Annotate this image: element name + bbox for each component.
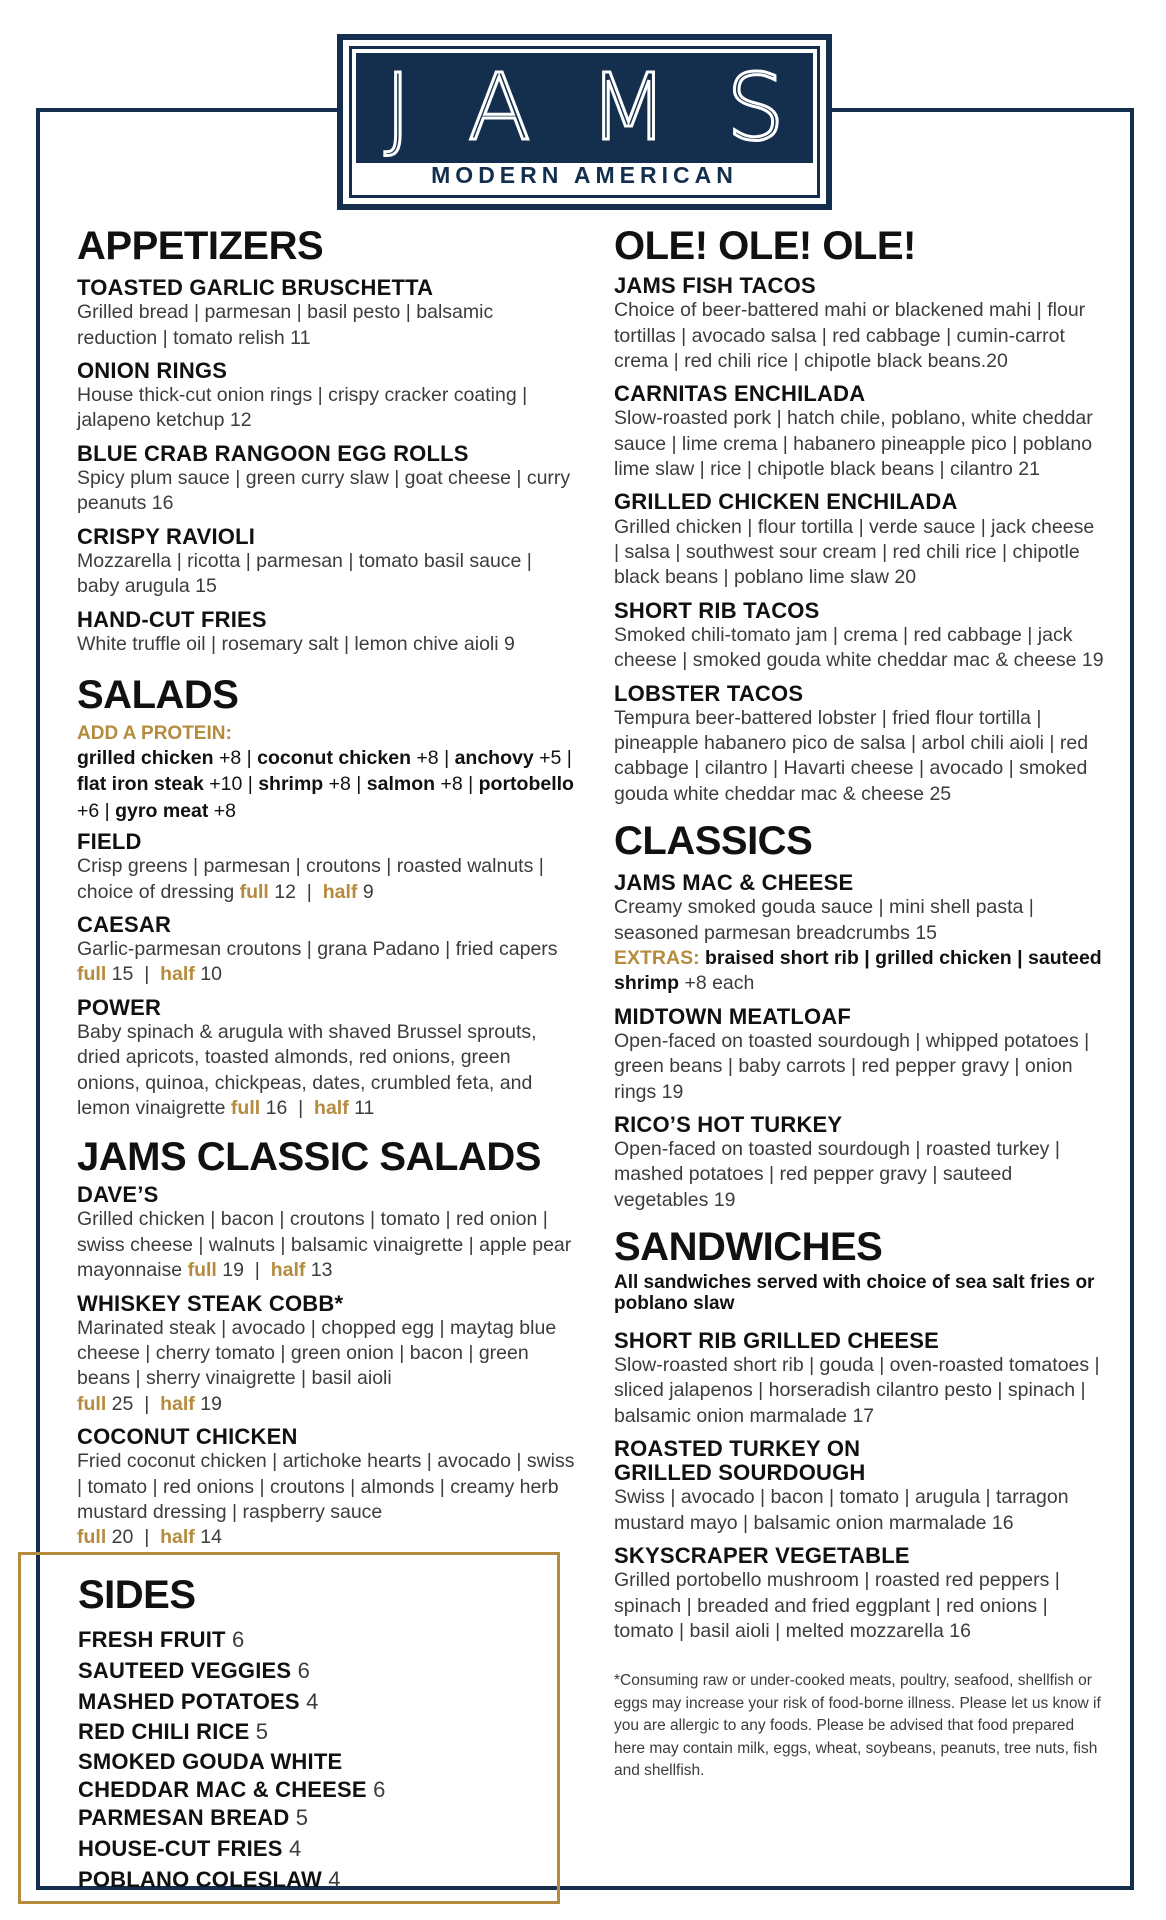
item-name: LOBSTER TACOS — [614, 680, 804, 706]
item-name: ROASTED TURKEY ON GRILLED SOURDOUGH — [614, 1436, 866, 1486]
side-name: PARMESAN BREAD — [78, 1805, 290, 1831]
item-desc-text: Marinated steak | avocado | chopped egg | maytag blue cheese | cherry tomato | green onion | bacon | green beans | sherry vinaigrette | basil aioli — [77, 1316, 557, 1390]
side-item — [78, 1717, 547, 1748]
side-price: 5 — [295, 1805, 309, 1831]
menu-item — [77, 442, 577, 517]
left-column — [77, 226, 577, 1559]
classics-heading: CLASSICS — [614, 819, 813, 864]
half-label: half — [270, 1259, 306, 1282]
half-price: 13 — [310, 1259, 333, 1282]
full-label: full — [77, 1526, 107, 1549]
half-price: 14 — [200, 1526, 222, 1549]
item-desc: Grilled bread | parmesan | basil pesto | balsamic reduction | tomato relish 11 — [77, 301, 494, 349]
menu-item — [614, 1544, 1104, 1644]
side-item — [78, 1834, 547, 1865]
item-name: TOASTED GARLIC BRUSCHETTA — [77, 275, 434, 300]
side-name: POBLANO COLESLAW — [78, 1866, 322, 1892]
right-column — [614, 226, 1104, 1783]
add-protein-label: ADD A PROTEIN: — [77, 723, 232, 745]
full-price: 25 — [111, 1392, 134, 1415]
extras-price: +8 each — [684, 972, 755, 995]
menu-item — [614, 871, 1104, 997]
full-label: full — [77, 963, 107, 986]
menu-item — [77, 525, 577, 600]
item-desc: Creamy smoked gouda sauce | mini shell pasta | seasoned parmesan breadcrumbs 15 — [614, 896, 1034, 944]
side-price: 4 — [306, 1688, 319, 1714]
item-name: ONION RINGS — [77, 357, 228, 383]
full-label: full — [77, 1392, 107, 1415]
half-price: 9 — [362, 880, 374, 903]
half-price: 10 — [200, 963, 222, 986]
full-label: full — [187, 1259, 217, 1282]
half-label: half — [322, 880, 358, 903]
side-item — [78, 1687, 547, 1718]
menu-item — [77, 1183, 577, 1283]
side-price: 5 — [255, 1719, 269, 1745]
menu-item — [614, 599, 1104, 674]
item-name: WHISKEY STEAK COBB* — [77, 1290, 344, 1316]
item-name: MIDTOWN MEATLOAF — [614, 1003, 852, 1029]
item-desc: Tempura beer-battered lobster | fried flour tortilla | pineapple habanero pico de salsa | arbol chili aioli | red cabbage | cilantro | Havarti cheese | avocado | smoked gouda white cheddar mac & cheese 25 — [614, 706, 1089, 805]
item-desc: Open-faced on toasted sourdough | whipped potatoes | green beans | baby carrots | red pepper gravy | onion rings 19 — [614, 1029, 1090, 1103]
logo-word: JAMS — [384, 54, 843, 161]
full-price: 16 — [265, 1096, 288, 1119]
jams-logo — [337, 34, 843, 210]
menu-item — [77, 608, 577, 658]
protein-name: salmon — [366, 773, 436, 796]
item-name: GRILLED CHICKEN ENCHILADA — [614, 489, 958, 515]
sandwiches-note: All sandwiches served with choice of sea salt fries or poblano slaw — [614, 1272, 1095, 1314]
item-desc: Open-faced on toasted sourdough | roasted turkey | mashed potatoes | red pepper gravy | sauteed vegetables 19 — [614, 1138, 1060, 1211]
half-label: half — [160, 1392, 195, 1415]
half-label: half — [160, 1526, 195, 1549]
menu-item — [614, 382, 1104, 482]
protein-price: +8 — [218, 747, 242, 770]
item-desc-text: Baby spinach & arugula with shaved Brussel sprouts, dried apricots, toasted almonds, red onions, green onions, quinoa, chickpeas, dates, crumbled feta, and lemon vinaigrette — [77, 1020, 537, 1119]
item-desc: Baby spinach & arugula with shaved Brussel sprouts, dried apricots, toasted almonds, red onions, green onions, quinoa, chickpeas, dates, crumbled feta, and lemon vinaigrette full 16 | half 11 — [77, 1020, 537, 1119]
allergy-disclaimer: *Consuming raw or under-cooked meats, poultry, seafood, shellfish or eggs may increase your risk of food-borne illness. Please let us know if you are allergic to any foods. Please be advised that food prepared here may contain milk, eggs, wheat, soybeans, peanuts, tree nuts, fish and shellfish. — [614, 1672, 1101, 1780]
half-price: 11 — [354, 1096, 375, 1119]
item-desc-text: Garlic-parmesan croutons | grana Padano | fried capers — [77, 938, 558, 961]
protein-list: grilled chicken +8 | coconut chicken +8 | anchovy +5 | flat iron steak +10 | shrimp +8 | salmon +8 | portobello +6 | gyro meat +8 — [77, 747, 574, 822]
extras-label: EXTRAS: — [614, 946, 700, 969]
protein-name: grilled chicken — [77, 747, 214, 770]
side-name: RED CHILI RICE — [78, 1719, 250, 1745]
item-desc: Marinated steak | avocado | chopped egg | maytag blue cheese | cherry tomato | green onion | bacon | green beans | sherry vinaigrette | basil aioli full 25 | half 19 — [77, 1316, 557, 1415]
item-desc: Garlic-parmesan croutons | grana Padano | fried capers full 15 | half 10 — [77, 938, 558, 986]
menu-item — [614, 1113, 1104, 1213]
sandwiches-heading: SANDWICHES — [614, 1225, 883, 1270]
item-name: BLUE CRAB RANGOON EGG ROLLS — [77, 440, 469, 466]
side-item — [78, 1748, 408, 1803]
sandwiches-section — [614, 1227, 1104, 1644]
protein-name: shrimp — [258, 773, 324, 796]
side-item — [78, 1803, 547, 1834]
menu-item — [614, 1329, 1104, 1429]
half-label: half — [314, 1096, 349, 1119]
protein-price: +8 — [440, 773, 463, 796]
protein-name: anchovy — [454, 747, 534, 770]
sides-box — [18, 1552, 560, 1904]
item-desc: House thick-cut onion rings | crispy cracker coating | jalapeno ketchup 12 — [77, 384, 528, 432]
item-desc: Slow-roasted short rib | gouda | oven-roasted tomatoes | sliced jalapenos | horseradish cilantro pesto | spinach | balsamic onion marmalade 17 — [614, 1354, 1100, 1427]
side-price: 6 — [373, 1776, 386, 1802]
item-desc: Choice of beer-battered mahi or blackened mahi | flour tortillas | avocado salsa | red cabbage | cumin-carrot crema | red chili rice | chipotle black beans.20 — [614, 299, 1086, 372]
menu-item — [614, 1437, 1104, 1536]
item-name: CAESAR — [77, 911, 172, 937]
side-item — [78, 1865, 547, 1896]
item-name: FIELD — [77, 828, 142, 854]
item-name: DAVE’S — [77, 1182, 159, 1208]
protein-name: gyro meat — [115, 799, 209, 822]
salads-section — [77, 675, 577, 1121]
logo-subtitle: MODERN AMERICAN — [431, 162, 738, 188]
item-desc: Smoked chili-tomato jam | crema | red cabbage | jack cheese | smoked gouda white cheddar mac & cheese 19 — [614, 623, 1104, 672]
ole-section — [614, 226, 1104, 807]
menu-item — [77, 913, 577, 988]
item-name: POWER — [77, 994, 162, 1020]
item-name: RICO’S HOT TURKEY — [614, 1111, 843, 1137]
protein-price: +5 — [539, 747, 562, 770]
full-price: 15 — [111, 963, 134, 986]
half-label: half — [160, 963, 195, 986]
protein-name: flat iron steak — [77, 773, 204, 796]
item-name: JAMS FISH TACOS — [614, 273, 816, 298]
menu-item — [77, 276, 577, 351]
side-name: HOUSE-CUT FRIES — [78, 1835, 283, 1861]
item-desc: Slow-roasted pork | hatch chile, poblano, white cheddar sauce | lime crema | habanero pineapple pico | poblano lime slaw | rice | chipotle black beans | cilantro 21 — [614, 407, 1093, 481]
item-name: SHORT RIB GRILLED CHEESE — [614, 1327, 940, 1353]
item-name: HAND-CUT FRIES — [77, 606, 267, 632]
item-desc: Grilled chicken | flour tortilla | verde sauce | jack cheese | salsa | southwest sour cream | red chili rice | chipotle black beans | poblano lime slaw 20 — [614, 515, 1095, 589]
ole-heading: OLE! OLE! OLE! — [614, 224, 916, 268]
item-name: CRISPY RAVIOLI — [77, 523, 256, 549]
logo-inner-border — [349, 46, 843, 198]
menu-item — [77, 830, 577, 905]
item-desc: White truffle oil | rosemary salt | lemon chive aioli 9 — [77, 632, 515, 655]
classic-salads-section — [77, 1137, 577, 1550]
item-desc-text: Crisp greens | parmesan | croutons | roasted walnuts | choice of dressing — [77, 855, 544, 903]
appetizers-heading: APPETIZERS — [77, 224, 324, 268]
protein-price: +10 — [209, 773, 243, 796]
sides-heading: SIDES — [78, 1573, 196, 1617]
side-price: 4 — [289, 1835, 302, 1861]
mac-extras — [614, 946, 1104, 997]
menu-item — [77, 1425, 577, 1551]
full-price: 19 — [222, 1259, 244, 1282]
menu-item — [77, 996, 577, 1122]
item-name: CARNITAS ENCHILADA — [614, 381, 866, 407]
side-price: 6 — [297, 1657, 311, 1683]
item-desc-text: Grilled chicken | bacon | croutons | tomato | red onion | swiss cheese | walnuts | balsamic vinaigrette | apple pear mayonnaise — [77, 1208, 572, 1282]
side-price: 4 — [328, 1866, 341, 1892]
item-desc: Grilled chicken | bacon | croutons | tomato | red onion | swiss cheese | walnuts | balsamic vinaigrette | apple pear mayonnaise full 19 | half 13 — [77, 1208, 572, 1282]
item-desc-text: Fried coconut chicken | artichoke hearts | avocado | swiss | tomato | red onions | croutons | almonds | creamy herb mustard dressing | raspberry sauce — [77, 1450, 575, 1523]
full-label: full — [230, 1096, 261, 1119]
protein-price: +8 — [416, 747, 439, 770]
protein-price: +8 — [213, 799, 236, 822]
side-name: SAUTEED VEGGIES — [78, 1657, 292, 1683]
full-price: 20 — [111, 1526, 134, 1549]
half-price: 19 — [200, 1392, 222, 1415]
menu-item — [77, 359, 577, 434]
protein-price: +6 — [77, 799, 100, 822]
side-name: SMOKED GOUDA WHITE CHEDDAR MAC & CHEESE — [78, 1749, 367, 1802]
sides-list — [78, 1625, 547, 1896]
protein-name: portobello — [478, 773, 574, 796]
item-name: SHORT RIB TACOS — [614, 597, 820, 623]
menu-item — [614, 1005, 1104, 1105]
item-desc: Grilled portobello mushroom | roasted red peppers | spinach | breaded and fried eggplant | red onions | tomato | basil aioli | melted mozzarella 16 — [614, 1569, 1060, 1643]
logo-band — [356, 53, 843, 163]
item-desc: Crisp greens | parmesan | croutons | roasted walnuts | choice of dressing full 12 | half 9 — [77, 855, 544, 903]
side-price: 6 — [231, 1627, 245, 1652]
item-name: COCONUT CHICKEN — [77, 1424, 298, 1450]
item-name: JAMS MAC & CHEESE — [614, 870, 854, 896]
item-desc: Swiss | avocado | bacon | tomato | arugula | tarragon mustard mayo | balsamic onion marmalade 16 — [614, 1486, 1069, 1534]
side-name: FRESH FRUIT — [78, 1627, 226, 1652]
protein-price: +8 — [328, 773, 351, 796]
menu-item — [614, 490, 1104, 590]
item-desc: Mozzarella | ricotta | parmesan | tomato basil sauce | baby arugula 15 — [77, 549, 532, 598]
menu-item — [77, 1292, 577, 1418]
protein-name: coconut chicken — [257, 747, 411, 770]
salads-heading: SALADS — [77, 673, 239, 718]
side-item — [78, 1625, 547, 1656]
item-desc: Fried coconut chicken | artichoke hearts | avocado | swiss | tomato | red onions | croutons | almonds | creamy herb mustard dressing | raspberry sauce full 20 | half 14 — [77, 1450, 575, 1549]
side-item — [78, 1656, 547, 1687]
menu-item — [614, 682, 1104, 808]
sides-section — [78, 1575, 547, 1896]
full-price: 12 — [274, 880, 296, 903]
classic-salads-heading: JAMS CLASSIC SALADS — [77, 1135, 541, 1180]
classics-section — [614, 821, 1104, 1213]
menu-item — [614, 274, 1104, 374]
appetizers-section — [77, 226, 577, 657]
side-name: MASHED POTATOES — [78, 1688, 300, 1714]
item-name: SKYSCRAPER VEGETABLE — [614, 1543, 910, 1569]
extras-items: braised short rib | grilled chicken | sauteed shrimp — [614, 946, 1102, 995]
full-label: full — [239, 880, 269, 903]
item-desc: Spicy plum sauce | green curry slaw | goat cheese | curry peanuts 16 — [77, 466, 571, 515]
